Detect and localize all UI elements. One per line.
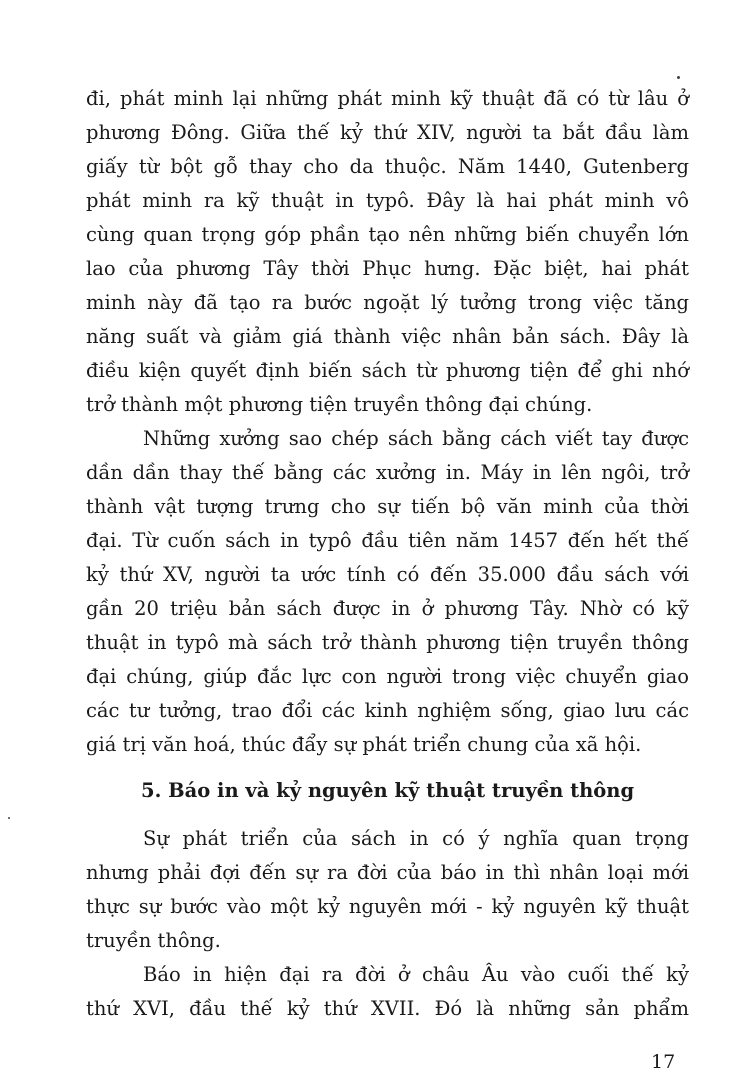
paragraph-1-line-4: phát minh ra kỹ thuật in typô. Đây là hai phát minh vô — [86, 189, 689, 212]
paragraph-1-line-1: đi, phát minh lại những phát minh kỹ thuật đã có từ lâu ở — [86, 87, 689, 110]
paragraph-2-line-10: giá trị văn hoá, thúc đẩy sự phát triển chung của xã hội. — [86, 733, 642, 756]
paragraph-2-line-1: Những xưởng sao chép sách bằng cách viết tay được — [143, 427, 689, 450]
paragraph-1-line-8: năng suất và giảm giá thành việc nhân bản sách. Đây là — [86, 325, 689, 348]
paragraph-1-line-2: phương Đông. Giữa thế kỷ thứ XIV, người ta bắt đầu làm — [86, 121, 689, 144]
paragraph-2-line-2: dần dần thay thế bằng các xưởng in. Máy in lên ngôi, trở — [86, 461, 689, 484]
paragraph-2-line-3: thành vật tượng trưng cho sự tiến bộ văn minh của thời — [86, 495, 689, 518]
paragraph-2-line-8: đại chúng, giúp đắc lực con người trong việc chuyển giao — [86, 665, 689, 688]
scan-speck — [8, 817, 10, 819]
paragraph-3-line-2: nhưng phải đợi đến sự ra đời của báo in thì nhân loại mới — [86, 861, 689, 884]
paragraph-1-line-9: điều kiện quyết định biến sách từ phương tiện để ghi nhớ — [86, 359, 689, 382]
paragraph-4-line-2: thứ XVI, đầu thế kỷ thứ XVII. Đó là những sản phẩm — [86, 997, 689, 1020]
paragraph-1-line-3: giấy từ bột gỗ thay cho da thuộc. Năm 1440, Gutenberg — [86, 155, 689, 178]
paragraph-1-line-5: cùng quan trọng góp phần tạo nên những biến chuyển lớn — [86, 223, 689, 246]
paragraph-1-line-7: minh này đã tạo ra bước ngoặt lý tưởng trong việc tăng — [86, 291, 689, 314]
paragraph-2-line-4: đại. Từ cuốn sách in typô đầu tiên năm 1457 đến hết thế — [86, 529, 689, 552]
paragraph-2-line-7: thuật in typô mà sách trở thành phương tiện truyền thông — [86, 631, 689, 654]
paragraph-3-line-3: thực sự bước vào một kỷ nguyên mới - kỷ nguyên kỹ thuật — [86, 895, 689, 918]
section-heading: 5. Báo in và kỷ nguyên kỹ thuật truyền thông — [141, 779, 635, 802]
paragraph-2-line-5: kỷ thứ XV, người ta ước tính có đến 35.000 đầu sách với — [86, 563, 689, 586]
paragraph-1-line-6: lao của phương Tây thời Phục hưng. Đặc biệt, hai phát — [86, 257, 689, 280]
paragraph-3-line-1: Sự phát triển của sách in có ý nghĩa quan trọng — [143, 827, 689, 850]
paragraph-1-line-10: trở thành một phương tiện truyền thông đại chúng. — [86, 393, 593, 416]
paragraph-4-line-1: Báo in hiện đại ra đời ở châu Âu vào cuối thế kỷ — [143, 963, 689, 986]
paragraph-2-line-6: gần 20 triệu bản sách được in ở phương Tây. Nhờ có kỹ — [86, 597, 689, 620]
page-number: 17 — [651, 1051, 676, 1073]
paragraph-2-line-9: các tư tưởng, trao đổi các kinh nghiệm sống, giao lưu các — [86, 699, 689, 722]
scan-speck — [677, 76, 680, 79]
paragraph-3-line-4: truyền thông. — [86, 929, 221, 952]
